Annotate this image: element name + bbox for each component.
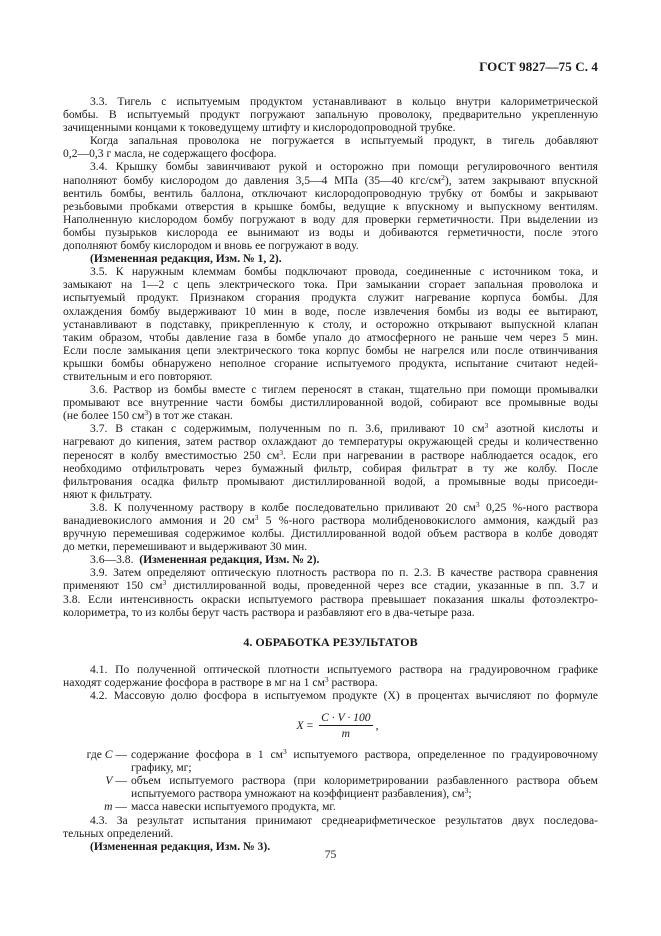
text-line: колориметра, то из колбы берут часть раствора и разбавляют его в два-четыре раза. xyxy=(63,605,475,619)
text-fragment: испытуемого раствора, определенное по градуировочному xyxy=(286,748,598,762)
text-line: фильтрования осадка фильтр промывают дистиллированной водой, а промывные воды присоеди- xyxy=(63,474,598,488)
text-line: 0,2—0,3 г масла, не содержащего фосфора. xyxy=(63,147,277,161)
paragraph-3-8 xyxy=(63,501,598,566)
text-line: испытуемый продукт. Признаком сгорания продукта служит нагревание корпуса бомбы. Для xyxy=(63,291,598,305)
text-line: тельных определений. xyxy=(63,826,174,840)
text-fragment: 3.7. В стакан с содержимым, полученным по п. 3.6, приливают 10 см xyxy=(90,422,485,436)
text-line: 4.2. Массовую долю фосфора в испытуемом продукте (X) в процентах вычисляют по формуле xyxy=(90,688,598,702)
text-fragment: переносят в колбу вместимостью 250 см xyxy=(63,448,280,462)
paragraph-3-3 xyxy=(63,95,598,160)
definition-dash: — xyxy=(112,748,127,762)
text-line: зачищенными концами к токоведущему штифту и кислородопроводной трубке. xyxy=(63,121,456,135)
definition-description xyxy=(131,800,598,813)
text-line: графику, мг; xyxy=(131,761,192,775)
formula-numerator: C · V · 100 xyxy=(321,711,371,725)
text-fragment: находят содержание фосфора в растворе в мг на 1 см xyxy=(63,675,325,689)
superscript: 2 xyxy=(441,172,445,182)
text-line xyxy=(63,501,598,514)
text-line: Если после замыкания цепи электрического тока корпус бомбы не нагрелся или после отвинчивания xyxy=(63,343,598,357)
text-line xyxy=(63,676,598,689)
definition-dash: — xyxy=(112,800,127,814)
amendment-range: 3.6—3.8. xyxy=(90,553,134,567)
formula xyxy=(63,706,598,746)
text-line: бомбы. В испытуемый продукт погружают запальную проволоку, предварительно укрепленную xyxy=(63,108,598,122)
text-fragment: ), затем закрывают впускной xyxy=(444,173,598,187)
text-line: таким образом, чтобы давление газа в бомбе упало до атмосферного не раньше чем через 5 мин. xyxy=(63,330,598,344)
text-fragment: применяют 150 см xyxy=(63,579,163,593)
definition-term xyxy=(63,800,131,813)
superscript: 3 xyxy=(484,421,489,431)
text-line: промывают все внутренние части бомбы дистиллированной водой, собирают все промывные воды xyxy=(63,396,598,410)
text-fragment: 5 %-ного раствора молибденовокислого аммония, каждый раз xyxy=(258,514,598,527)
definition-term xyxy=(63,774,131,800)
section-title: 4. ОБРАБОТКА РЕЗУЛЬТАТОВ xyxy=(243,634,418,649)
text-line xyxy=(63,579,598,592)
text-fragment: 0,25 %-ного раствора xyxy=(479,500,598,514)
superscript: 3 xyxy=(144,408,149,418)
text-line: 3.6. Раствор из бомбы вместе с тиглем переносят в стакан, тщательно при помощи промывалки xyxy=(90,383,598,397)
text-line: Когда запальная проволока не погружается в испытуемый продукт, в тигель добавляют xyxy=(90,134,598,148)
text-line xyxy=(63,409,598,422)
paragraph-4-3 xyxy=(63,814,598,853)
text-line xyxy=(63,514,598,527)
superscript: 3 xyxy=(254,513,259,522)
amendment-note: (Измененная редакция, Изм. № 1, 2). xyxy=(90,252,282,266)
superscript: 3 xyxy=(162,578,167,588)
text-line: крышки бомбы обнаружено неполное сгорание испытуемого продукта, испытание считают недей- xyxy=(63,356,598,370)
text-fragment: дистиллированной воды, проведенной через все стадии, указанные в пп. 3.7 и xyxy=(166,579,598,593)
amendment-text: (Измененная редакция, Изм. № 2). xyxy=(139,553,320,567)
page-number: 75 xyxy=(324,848,337,861)
definitions-list xyxy=(63,748,598,813)
formula-lhs: X xyxy=(296,719,304,733)
definition-v xyxy=(63,774,598,800)
text-line: ствительным и его повторяют. xyxy=(63,369,213,383)
document-header: ГОСТ 9827—75 С. 4 xyxy=(479,59,598,74)
amendment-note xyxy=(63,553,598,566)
amendment-note: (Измененная редакция, Изм. № 3). xyxy=(90,839,271,853)
text-line: 4.1. По полученной оптической плотности испытуемого раствора на градуировочном графике xyxy=(90,662,598,676)
text-line: няют к фильтрату. xyxy=(63,487,153,501)
document-body xyxy=(63,95,598,853)
text-line: до метки, перемешивают и выдерживают 30 мин. xyxy=(63,540,308,554)
text-line: 3.5. К наружным клеммам бомбы подключают провода, соединенные с источником тока, и xyxy=(90,265,598,279)
text-line: объем испытуемого раствора (при колориметрировании разбавленного раствора объем xyxy=(131,774,598,788)
text-line xyxy=(63,449,598,462)
superscript: 3 xyxy=(279,447,284,457)
definition-term xyxy=(63,748,131,774)
text-line: 4.3. За результат испытания принимают среднеарифметическое результатов двух последова- xyxy=(90,813,598,827)
text-line: дополняют бомбу кислородом и вновь ее погружают в воду. xyxy=(63,239,359,253)
text-fragment: раствора. xyxy=(328,675,378,689)
text-line xyxy=(63,174,598,187)
superscript: 3 xyxy=(282,747,287,757)
definition-description xyxy=(131,748,598,774)
text-line xyxy=(131,748,598,761)
paragraph-3-9 xyxy=(63,566,598,618)
superscript: 3 xyxy=(324,674,329,684)
paragraph-4-2 xyxy=(63,689,598,702)
definition-m xyxy=(63,800,598,813)
text-fragment: ванадиевокислого аммония и 20 см xyxy=(63,514,255,527)
text-line: бомбы пузырьков кислорода ее вынимают из воды и добиваются герметичности, после этого xyxy=(63,225,598,239)
definition-symbol: V xyxy=(105,774,113,788)
text-line: устанавливают в подставку, прикрепленную к столу, и осторожно открывают выпускной клапан xyxy=(63,317,598,331)
text-line: 3.3. Тигель с испытуемым продуктом устанавливают в кольцо внутри калориметрической xyxy=(90,95,598,108)
text-fragment: наполняют бомбу кислородом до давления 3,5—4 МПа (35—40 кгс/см xyxy=(63,173,442,187)
text-line: замыкают на 1—2 с цепь электрического тока. При замыкании сгорает запальная проволока и xyxy=(63,278,598,292)
text-fragment: . Если при нагревании в растворе наблюдается осадок, его xyxy=(283,448,598,462)
text-line: 3.9. Затем определяют оптическую плотность раствора по п. 2.3. В качестве раствора сравнения xyxy=(90,566,598,580)
text-line: нагревают до кипения, затем раствор охлаждают до температуры окружающей среды и количественно xyxy=(63,435,598,449)
text-line xyxy=(63,422,598,435)
text-line: масса навески испытуемого продукта, мг. xyxy=(131,800,336,814)
text-line: вручную перемешивая содержимое колбы. Дистиллированной водой объем раствора в колбе доводят xyxy=(63,527,598,541)
superscript: 3 xyxy=(475,499,480,509)
text-line: необходимо отфильтровать через бумажный фильтр, собирая фильтрат в ту же колбу. После xyxy=(63,461,598,475)
paragraph-4-1 xyxy=(63,663,598,689)
definition-c xyxy=(63,748,598,774)
paragraph-3-7 xyxy=(63,422,598,501)
paragraph-3-5 xyxy=(63,265,598,383)
definition-symbol: m xyxy=(104,800,113,814)
text-line: 3.8. Если интенсивность окраски испытуемого раствора превышает показания шкалы фотоэлектро- xyxy=(63,592,598,606)
text-fragment: (не более 150 см xyxy=(63,409,145,423)
paragraph-3-4 xyxy=(63,160,598,265)
text-line: охлаждения бомбу выдерживают 10 мин в воде, после извлечения бомбы из воды ее вытирают, xyxy=(63,304,598,318)
text-line: Наполненную кислородом бомбу погружают в воду для проверки герметичности. При выделении из xyxy=(63,212,598,226)
definition-dash: — xyxy=(112,774,127,788)
text-fragment: азотной кислоты и xyxy=(488,422,598,436)
text-fragment: ; xyxy=(468,787,472,801)
definition-symbol: C xyxy=(104,748,113,762)
text-fragment: испытуемого раствора умножают на коэффициент разбавления), см xyxy=(131,787,465,801)
text-fragment: содержание фосфора в 1 см xyxy=(131,748,283,762)
definition-description xyxy=(131,774,598,800)
text-fragment: ) в тот же стакан. xyxy=(148,409,233,423)
paragraph-3-6 xyxy=(63,383,598,422)
formula-equals: = xyxy=(306,719,314,733)
formula-denominator: m xyxy=(341,727,351,741)
formula-fraction xyxy=(319,711,372,741)
superscript: 3 xyxy=(464,786,469,796)
text-line xyxy=(131,787,598,800)
text-fragment: 3.8. К полученному раствору в колбе последовательно приливают 20 см xyxy=(90,500,476,514)
formula-trailing: , xyxy=(375,719,379,733)
text-line: 3.4. Крышку бомбы завинчивают рукой и осторожно при помощи регулировочного вентиля xyxy=(90,160,598,174)
text-line: резьбовыми пробками отверстия в крышке бомбы, ведущие к впускному и выпускному вентилям. xyxy=(63,199,598,213)
text-line: вентиль бомбы, вентиль баллона, отключают кислородопроводную трубку от бомбы и закрывают xyxy=(63,186,598,200)
definition-prefix: где xyxy=(86,748,105,762)
